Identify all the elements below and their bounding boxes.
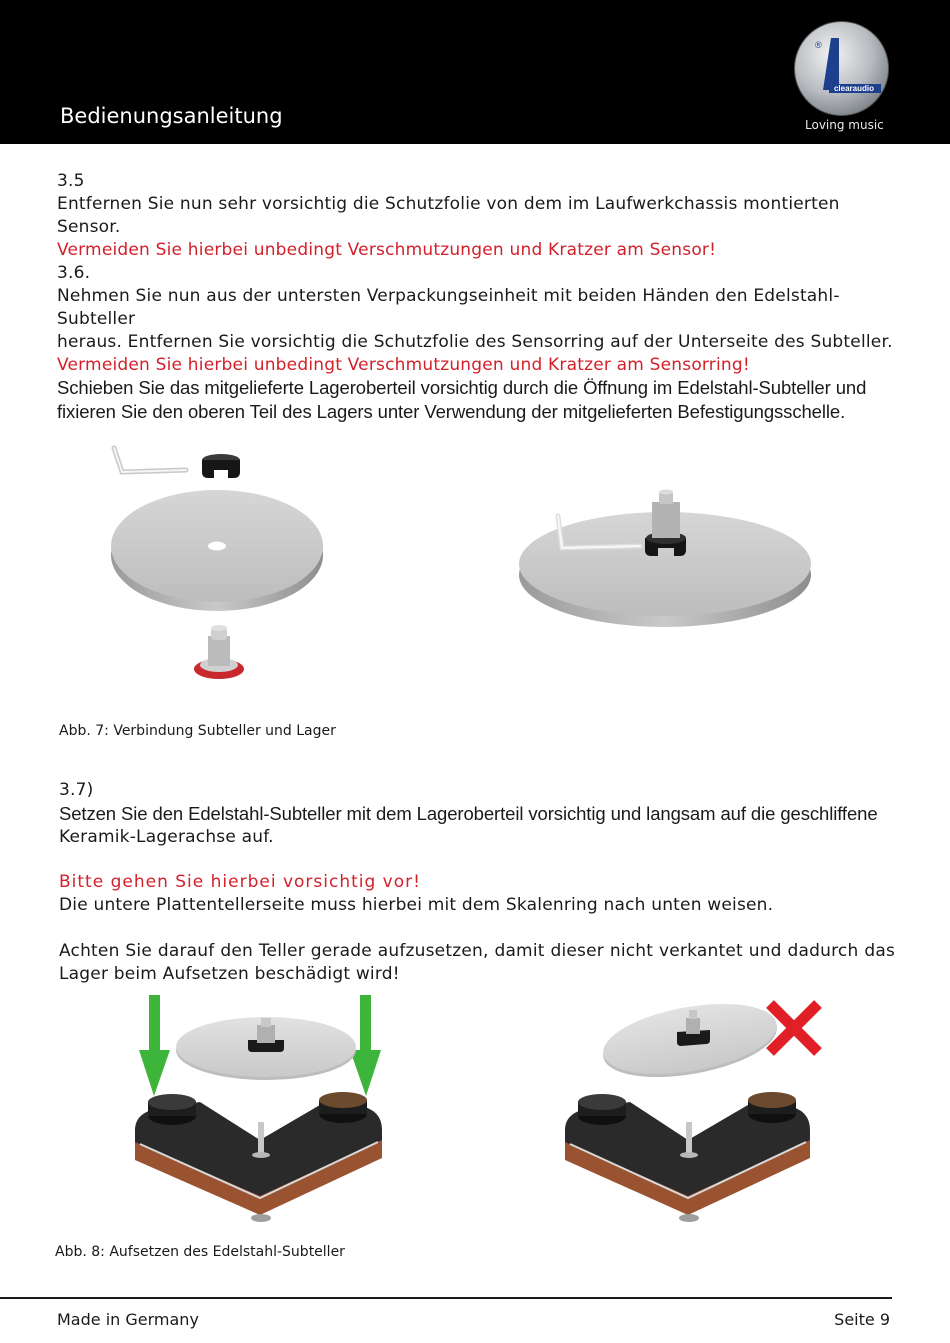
subplatter-left — [111, 490, 323, 611]
clamp-icon — [202, 454, 240, 478]
section-3-7-warning — [59, 871, 895, 917]
cross-icon — [770, 1004, 818, 1052]
page-number: Seite 9 — [834, 1310, 890, 1329]
logo-tagline: Loving music — [805, 118, 884, 132]
subplatter-level — [176, 1017, 356, 1080]
figure-7-caption: Abb. 7: Verbindung Subteller und Lager — [59, 723, 336, 739]
clearaudio-logo — [793, 20, 890, 117]
figure-7-illustration — [100, 440, 820, 690]
bearing-icon — [194, 625, 244, 679]
section-number: 3.7) — [59, 780, 94, 800]
paragraph-line: heraus. Entfernen Sie vorsichtig die Schutzfolie des Sensorring auf der Unterseite des Subteller. — [57, 332, 893, 352]
section-3-6 — [57, 262, 893, 377]
footer-divider — [0, 1297, 892, 1299]
logo-registered-mark: ® — [815, 40, 822, 50]
figure-8-caption: Abb. 8: Aufsetzen des Edelstahl-Subteller — [55, 1244, 345, 1260]
logo-text: clearaudio — [833, 84, 875, 93]
paragraph-line: Achten Sie darauf den Teller gerade aufzusetzen, damit dieser nicht verkantet und dadurch das — [59, 941, 895, 961]
instruction-line: Schieben Sie das mitgelieferte Lageroberteil vorsichtig durch die Öffnung im Edelstahl-Subteller und — [57, 377, 867, 398]
turntable-chassis-left — [135, 1092, 382, 1222]
down-arrow-icon — [139, 995, 170, 1096]
instruction-line: Setzen Sie den Edelstahl-Subteller mit dem Lageroberteil vorsichtig und langsam auf die geschliffene — [59, 803, 878, 824]
warning-text: Vermeiden Sie hierbei unbedingt Verschmutzungen und Kratzer am Sensor! — [57, 240, 717, 260]
paragraph-line: Lager beim Aufsetzen beschädigt wird! — [59, 964, 400, 984]
section-number: 3.6. — [57, 263, 91, 283]
page-header — [0, 0, 950, 144]
paragraph: Entfernen Sie nun sehr vorsichtig die Schutzfolie von dem im Laufwerkchassis montierten Sensor. — [57, 194, 840, 237]
warning-text: Bitte gehen Sie hierbei vorsichtig vor! — [59, 872, 421, 892]
subplatter-assembled — [519, 490, 811, 628]
section-3-5 — [57, 170, 893, 262]
allen-key-icon — [114, 448, 186, 472]
paragraph-line: Keramik-Lagerachse auf. — [59, 827, 274, 847]
figure-8-illustration — [120, 990, 840, 1230]
section-3-7-note — [59, 940, 895, 986]
header-title: Bedienungsanleitung — [60, 104, 283, 128]
section-number: 3.5 — [57, 171, 85, 191]
instruction-line: fixieren Sie den oberen Teil des Lagers unter Verwendung der mitgelieferten Befestigungsschelle. — [57, 401, 846, 422]
turntable-chassis-right — [565, 1092, 810, 1222]
footer-origin: Made in Germany — [57, 1310, 199, 1329]
subplatter-tilted — [598, 992, 782, 1089]
section-3-7 — [59, 779, 895, 849]
paragraph-line: Die untere Plattentellerseite muss hierbei mit dem Skalenring nach unten weisen. — [59, 895, 774, 915]
paragraph-line: Nehmen Sie nun aus der untersten Verpackungseinheit mit beiden Händen den Edelstahl-Subteller — [57, 286, 840, 329]
instruction-bold — [57, 376, 893, 424]
warning-text: Vermeiden Sie hierbei unbedingt Verschmutzungen und Kratzer am Sensorring! — [57, 355, 750, 375]
